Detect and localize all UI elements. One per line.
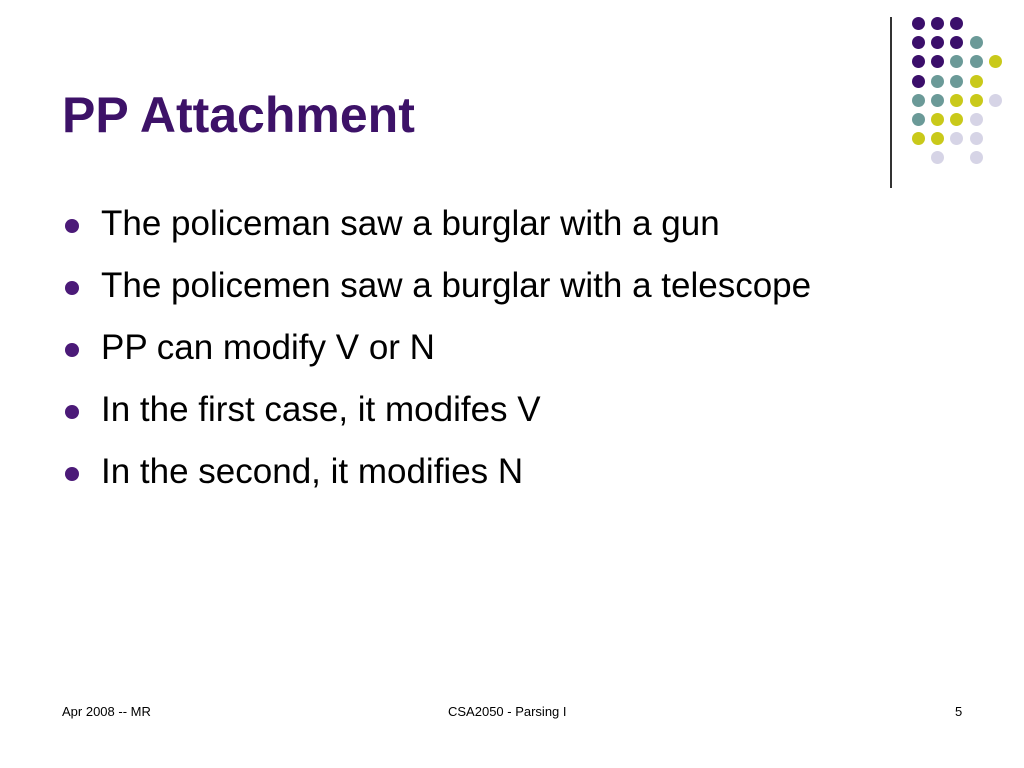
bullet-text: In the first case, it modifes V bbox=[101, 390, 541, 429]
bullet-item bbox=[64, 260, 884, 311]
bullet-text: The policeman saw a burglar with a gun bbox=[101, 204, 720, 243]
decorative-dot-teal bbox=[931, 94, 944, 107]
decorative-dot-purple bbox=[931, 36, 944, 49]
decorative-dot-teal bbox=[950, 55, 963, 68]
decorative-dot-purple bbox=[950, 36, 963, 49]
bullet-list bbox=[64, 198, 884, 508]
decorative-dot-lavender bbox=[989, 94, 1002, 107]
footer-date-author: Apr 2008 -- MR bbox=[62, 704, 151, 719]
bullet-dot-icon bbox=[65, 405, 79, 419]
slide-title: PP Attachment bbox=[62, 87, 415, 143]
bullet-item bbox=[64, 322, 884, 373]
bullet-dot-icon bbox=[65, 343, 79, 357]
decorative-dot-yellow bbox=[989, 55, 1002, 68]
title-divider-line bbox=[890, 17, 892, 188]
decorative-dot-teal bbox=[912, 113, 925, 126]
bullet-item bbox=[64, 384, 884, 435]
decorative-dot-yellow bbox=[970, 75, 983, 88]
decorative-dot-yellow bbox=[950, 113, 963, 126]
bullet-dot-icon bbox=[65, 281, 79, 295]
decorative-dot-lavender bbox=[970, 151, 983, 164]
decorative-dot-lavender bbox=[970, 113, 983, 126]
bullet-dot-icon bbox=[65, 467, 79, 481]
decorative-dot-purple bbox=[912, 36, 925, 49]
footer-page-number: 5 bbox=[955, 704, 963, 719]
decorative-dot-teal bbox=[950, 75, 963, 88]
bullet-item bbox=[64, 198, 884, 249]
decorative-dot-purple bbox=[931, 55, 944, 68]
decorative-dot-purple bbox=[912, 75, 925, 88]
decorative-dot-yellow bbox=[912, 132, 925, 145]
decorative-dot-teal bbox=[970, 55, 983, 68]
decorative-dot-yellow bbox=[950, 94, 963, 107]
decorative-dot-purple bbox=[912, 55, 925, 68]
decorative-dot-purple bbox=[950, 17, 963, 30]
decorative-dot-lavender bbox=[931, 151, 944, 164]
decorative-dot-yellow bbox=[931, 113, 944, 126]
decorative-dot-teal bbox=[912, 94, 925, 107]
decorative-dot-yellow bbox=[970, 94, 983, 107]
decorative-dot-yellow bbox=[931, 132, 944, 145]
decorative-dot-purple bbox=[931, 17, 944, 30]
bullet-text: In the second, it modifies N bbox=[101, 452, 524, 491]
bullet-text: PP can modify V or N bbox=[101, 328, 435, 367]
footer-course-title: CSA2050 - Parsing I bbox=[448, 704, 567, 719]
decorative-dot-lavender bbox=[950, 132, 963, 145]
bullet-item bbox=[64, 446, 884, 497]
decorative-dot-purple bbox=[912, 17, 925, 30]
decorative-dot-teal bbox=[931, 75, 944, 88]
bullet-dot-icon bbox=[65, 219, 79, 233]
bullet-text: The policemen saw a burglar with a telescope bbox=[101, 266, 812, 305]
decorative-dot-lavender bbox=[970, 132, 983, 145]
decorative-dot-teal bbox=[970, 36, 983, 49]
